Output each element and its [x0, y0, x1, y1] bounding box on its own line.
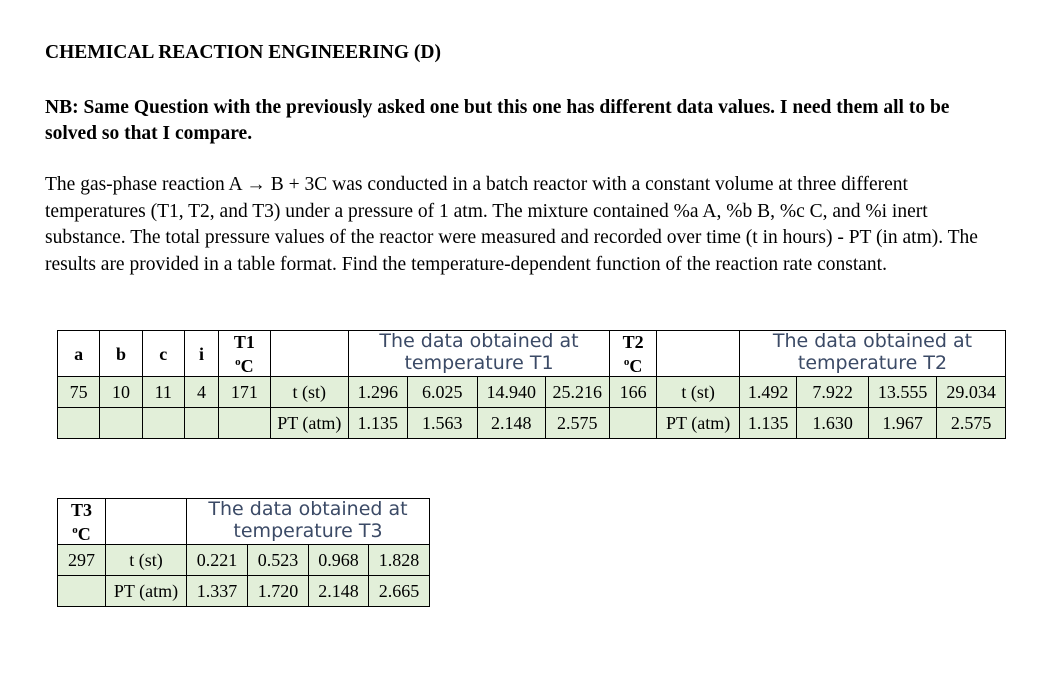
table-header-row	[58, 499, 430, 545]
header-i: i	[184, 331, 218, 377]
header-b: b	[100, 331, 142, 377]
t2-time-2: 7.922	[797, 377, 869, 408]
caption-t1	[349, 331, 610, 377]
t2-pressure-2: 1.630	[797, 408, 869, 439]
header-t2-unit: $^o$C	[623, 355, 643, 376]
t1-time-3: 14.940	[478, 377, 545, 408]
t2-time-4: 29.034	[937, 377, 1006, 408]
caption-t3-line2: temperature T3	[233, 519, 383, 542]
empty-cell	[58, 408, 100, 439]
t-label-3: t (st)	[106, 545, 187, 576]
empty-cell	[100, 408, 142, 439]
header-t1	[219, 331, 270, 377]
caption-t3-line1: The data obtained at	[208, 498, 408, 520]
t2-time-3: 13.555	[868, 377, 937, 408]
empty-cell	[142, 408, 184, 439]
t2-pressure-1: 1.135	[739, 408, 796, 439]
t1-pressure-1: 1.135	[349, 408, 407, 439]
value-t3: 297	[58, 545, 106, 576]
header-t3-label: T3	[70, 499, 92, 520]
header-t3	[58, 499, 106, 545]
data-table-t3	[57, 498, 430, 607]
t3-time-1: 0.221	[187, 545, 248, 576]
empty-cell	[609, 408, 656, 439]
table-header-row	[58, 331, 1006, 377]
t3-time-4: 1.828	[369, 545, 430, 576]
table-row-pressure	[58, 408, 1006, 439]
t1-pressure-4: 2.575	[545, 408, 609, 439]
caption-t2	[739, 331, 1005, 377]
header-blank-1	[270, 331, 349, 377]
pt-label-3: PT (atm)	[106, 576, 187, 607]
t3-pressure-2: 1.720	[248, 576, 309, 607]
document-title: CHEMICAL REACTION ENGINEERING (D)	[45, 42, 441, 63]
header-t2	[609, 331, 656, 377]
header-a: a	[58, 331, 100, 377]
empty-cell	[184, 408, 218, 439]
t-label-1: t (st)	[270, 377, 349, 408]
value-b: 10	[100, 377, 142, 408]
table-row-time	[58, 377, 1006, 408]
value-a: 75	[58, 377, 100, 408]
value-i: 4	[184, 377, 218, 408]
t1-time-1: 1.296	[349, 377, 407, 408]
header-t2-label: T2	[622, 331, 644, 352]
caption-t1-line1: The data obtained at	[379, 330, 579, 352]
t2-pressure-3: 1.967	[868, 408, 937, 439]
t3-time-2: 0.523	[248, 545, 309, 576]
nb-note: NB: Same Question with the previously asked one but this one has different data values. I need them all to be solved so that I compare.	[45, 97, 950, 144]
header-c: c	[142, 331, 184, 377]
caption-t2-line1: The data obtained at	[772, 330, 973, 352]
t3-pressure-3: 2.148	[309, 576, 369, 607]
t1-time-2: 6.025	[407, 377, 478, 408]
t2-pressure-4: 2.575	[937, 408, 1006, 439]
t3-pressure-1: 1.337	[187, 576, 248, 607]
header-blank-3	[106, 499, 187, 545]
problem-statement: The gas-phase reaction A → B + 3C was conducted in a batch reactor with a constant volume at three different temperatures (T1, T2, and T3) under a pressure of 1 atm. The mixture contained %a A, %b B, %c C, and %i inert substance. The total pressure values of the reactor were measured and recorded over time (t in hours) - PT (in atm). The results are provided in a table format. Find the temperature-dependent function of the reaction rate constant.	[45, 174, 978, 275]
t2-time-1: 1.492	[739, 377, 796, 408]
empty-cell	[219, 408, 270, 439]
value-t2: 166	[609, 377, 656, 408]
empty-cell	[58, 576, 106, 607]
t1-time-4: 25.216	[545, 377, 609, 408]
value-t1: 171	[219, 377, 270, 408]
t3-time-3: 0.968	[309, 545, 369, 576]
header-t3-unit: $^o$C	[72, 523, 91, 544]
t-label-2: t (st)	[657, 377, 740, 408]
caption-t1-line2: temperature T1	[404, 351, 554, 374]
pt-label-2: PT (atm)	[657, 408, 740, 439]
caption-t2-line2: temperature T2	[797, 351, 948, 374]
t3-pressure-4: 2.665	[369, 576, 430, 607]
caption-t3	[187, 499, 430, 545]
value-c: 11	[142, 377, 184, 408]
data-table-t1-t2	[57, 330, 1006, 439]
pt-label-1: PT (atm)	[270, 408, 349, 439]
t1-pressure-3: 2.148	[478, 408, 545, 439]
header-t1-unit: $^o$C	[235, 355, 254, 376]
header-blank-2	[657, 331, 740, 377]
header-t1-label: T1	[233, 331, 255, 352]
table-row-time	[58, 545, 430, 576]
table-row-pressure	[58, 576, 430, 607]
t1-pressure-2: 1.563	[407, 408, 478, 439]
